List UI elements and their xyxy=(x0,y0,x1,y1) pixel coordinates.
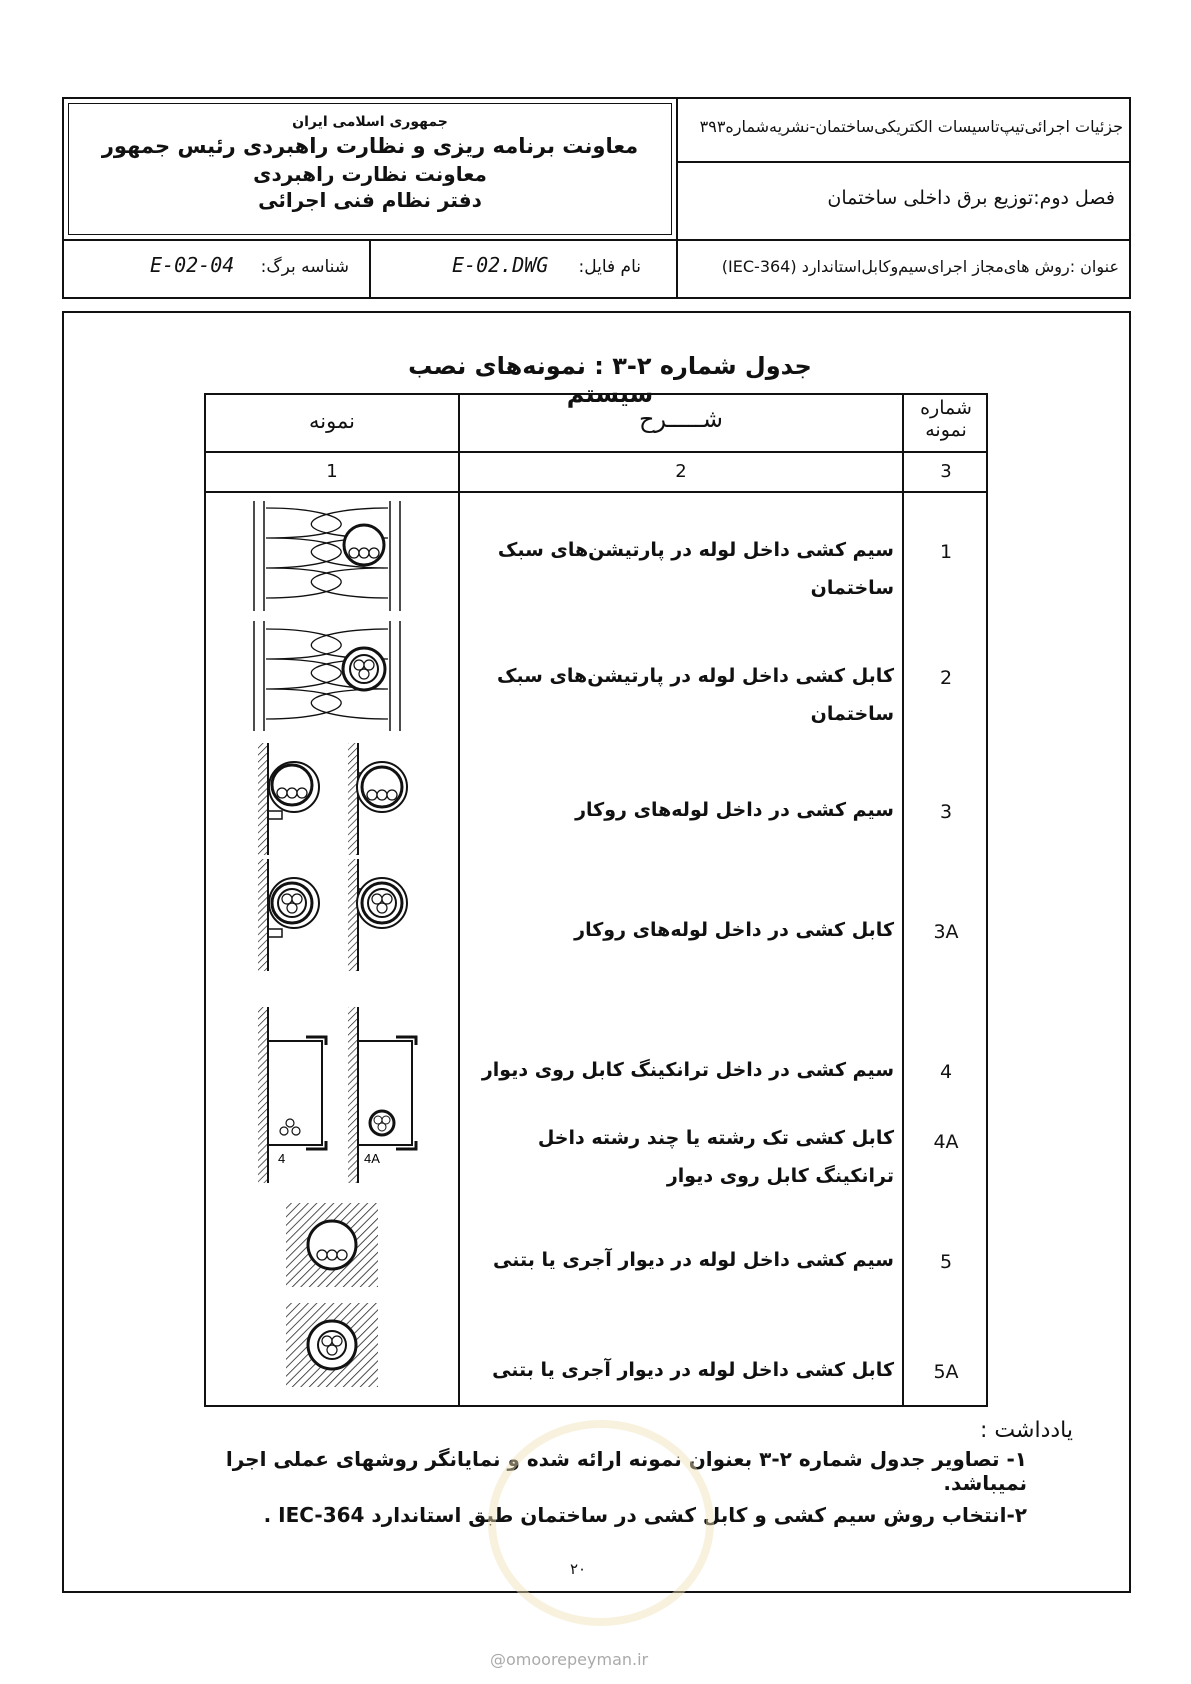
column-header-number xyxy=(904,397,988,441)
row-description: کابل کشی داخل لوله در پارتیشن‌های سبک ساختمان xyxy=(496,665,894,725)
org-line-1: جمهوری اسلامی ایران xyxy=(292,114,448,130)
note-item: ۲-انتخاب روش سیم کشی و کابل کشی در ساختمان طبق استاندارد IEC-364 . xyxy=(263,1503,1027,1527)
row-number: 5 xyxy=(939,1251,953,1273)
drawing-surface-cable xyxy=(258,859,407,971)
installation-table xyxy=(204,393,988,1407)
row-description: سیم کشی در داخل ترانکینگ کابل روی دیوار xyxy=(481,1059,894,1081)
header-rule xyxy=(676,161,1131,163)
column-number: 3 xyxy=(940,461,952,482)
drawing-partition-wire xyxy=(254,501,400,611)
row-number: 3A xyxy=(933,921,959,943)
header-divider xyxy=(369,239,371,299)
header-rule xyxy=(64,239,1129,241)
chapter-title: فصل دوم:توزیع برق داخلی ساختمان xyxy=(827,187,1115,209)
row-description: سیم کشی در داخل لوله‌های روکار xyxy=(575,799,894,821)
drawing-masonry-wire xyxy=(286,1203,378,1287)
drawing-label-4a: 4A xyxy=(364,1151,380,1166)
installation-drawings xyxy=(206,493,458,1407)
row-number: 5A xyxy=(933,1361,959,1383)
file-value: E-02.DWG xyxy=(452,253,549,277)
column-number: 2 xyxy=(675,461,687,482)
column-header-number-line: شماره xyxy=(920,397,972,419)
organization-box xyxy=(68,103,672,235)
table-title: جدول شماره ۲-۳ : نمونه‌های نصب سیستم xyxy=(408,352,812,408)
row-description: سیم کشی داخل لوله در دیوار آجری یا بتنی xyxy=(493,1249,894,1271)
file-label: نام فایل: xyxy=(578,257,641,277)
row-number: 1 xyxy=(939,541,953,563)
watermark-seal xyxy=(488,1420,714,1626)
title-block xyxy=(62,97,1131,299)
sheet-label: شناسه برگ: xyxy=(260,257,349,277)
notes-heading: یادداشت : xyxy=(980,1418,1073,1443)
column-header-sample: نمونه xyxy=(309,409,355,433)
publication-title: جزئیات اجرائی‌تیپ‌تاسیسات الکتریکی‌ساختمان-نشریه‌شماره۳۹۳ xyxy=(699,117,1123,136)
subject-title: عنوان :روش های‌مجاز اجرای‌سیم‌وکابل‌استاندارد (IEC-364) xyxy=(721,257,1119,276)
row-number: 4A xyxy=(933,1131,959,1153)
column-header-description: شـــــرح xyxy=(639,405,723,433)
header-divider xyxy=(676,99,678,297)
org-line-4: دفتر نظام فنی اجرائی xyxy=(258,188,482,212)
org-line-2: معاونت برنامه ریزی و نظارت راهبردی رئیس جمهور xyxy=(101,134,639,158)
drawing-trunking xyxy=(258,1007,416,1183)
row-divider xyxy=(206,451,986,453)
row-number: 3 xyxy=(939,801,953,823)
column-number: 1 xyxy=(326,461,338,482)
drawing-partition-cable xyxy=(254,621,400,731)
row-description: کابل کشی در داخل لوله‌های روکار xyxy=(574,919,894,941)
drawing-label-4: 4 xyxy=(278,1151,286,1166)
row-description: کابل کشی تک رشته یا چند رشته داخل ترانکینگ کابل روی دیوار xyxy=(537,1127,894,1187)
note-item: ۱- تصاویر جدول شماره ۲-۳ بعنوان نمونه ارائه شده و نمایانگر روشهای عملی اجرا نمیباشد. xyxy=(225,1447,1027,1495)
row-number: 4 xyxy=(939,1061,953,1083)
column-header-number-line: نمونه xyxy=(925,419,967,441)
drawing-surface-wire xyxy=(258,743,407,855)
drawing-masonry-cable xyxy=(286,1303,378,1387)
row-number: 2 xyxy=(939,667,953,689)
website-watermark: @omoorepeyman.ir xyxy=(490,1650,649,1669)
page-number: ۲۰ xyxy=(570,1560,587,1578)
row-description: سیم کشی داخل لوله در پارتیشن‌های سبک ساختمان xyxy=(497,539,894,599)
org-line-3: معاونت نظارت راهبردی xyxy=(253,162,487,186)
sheet-value: E-02-04 xyxy=(150,253,235,277)
row-description: کابل کشی داخل لوله در دیوار آجری یا بتنی xyxy=(492,1359,894,1381)
